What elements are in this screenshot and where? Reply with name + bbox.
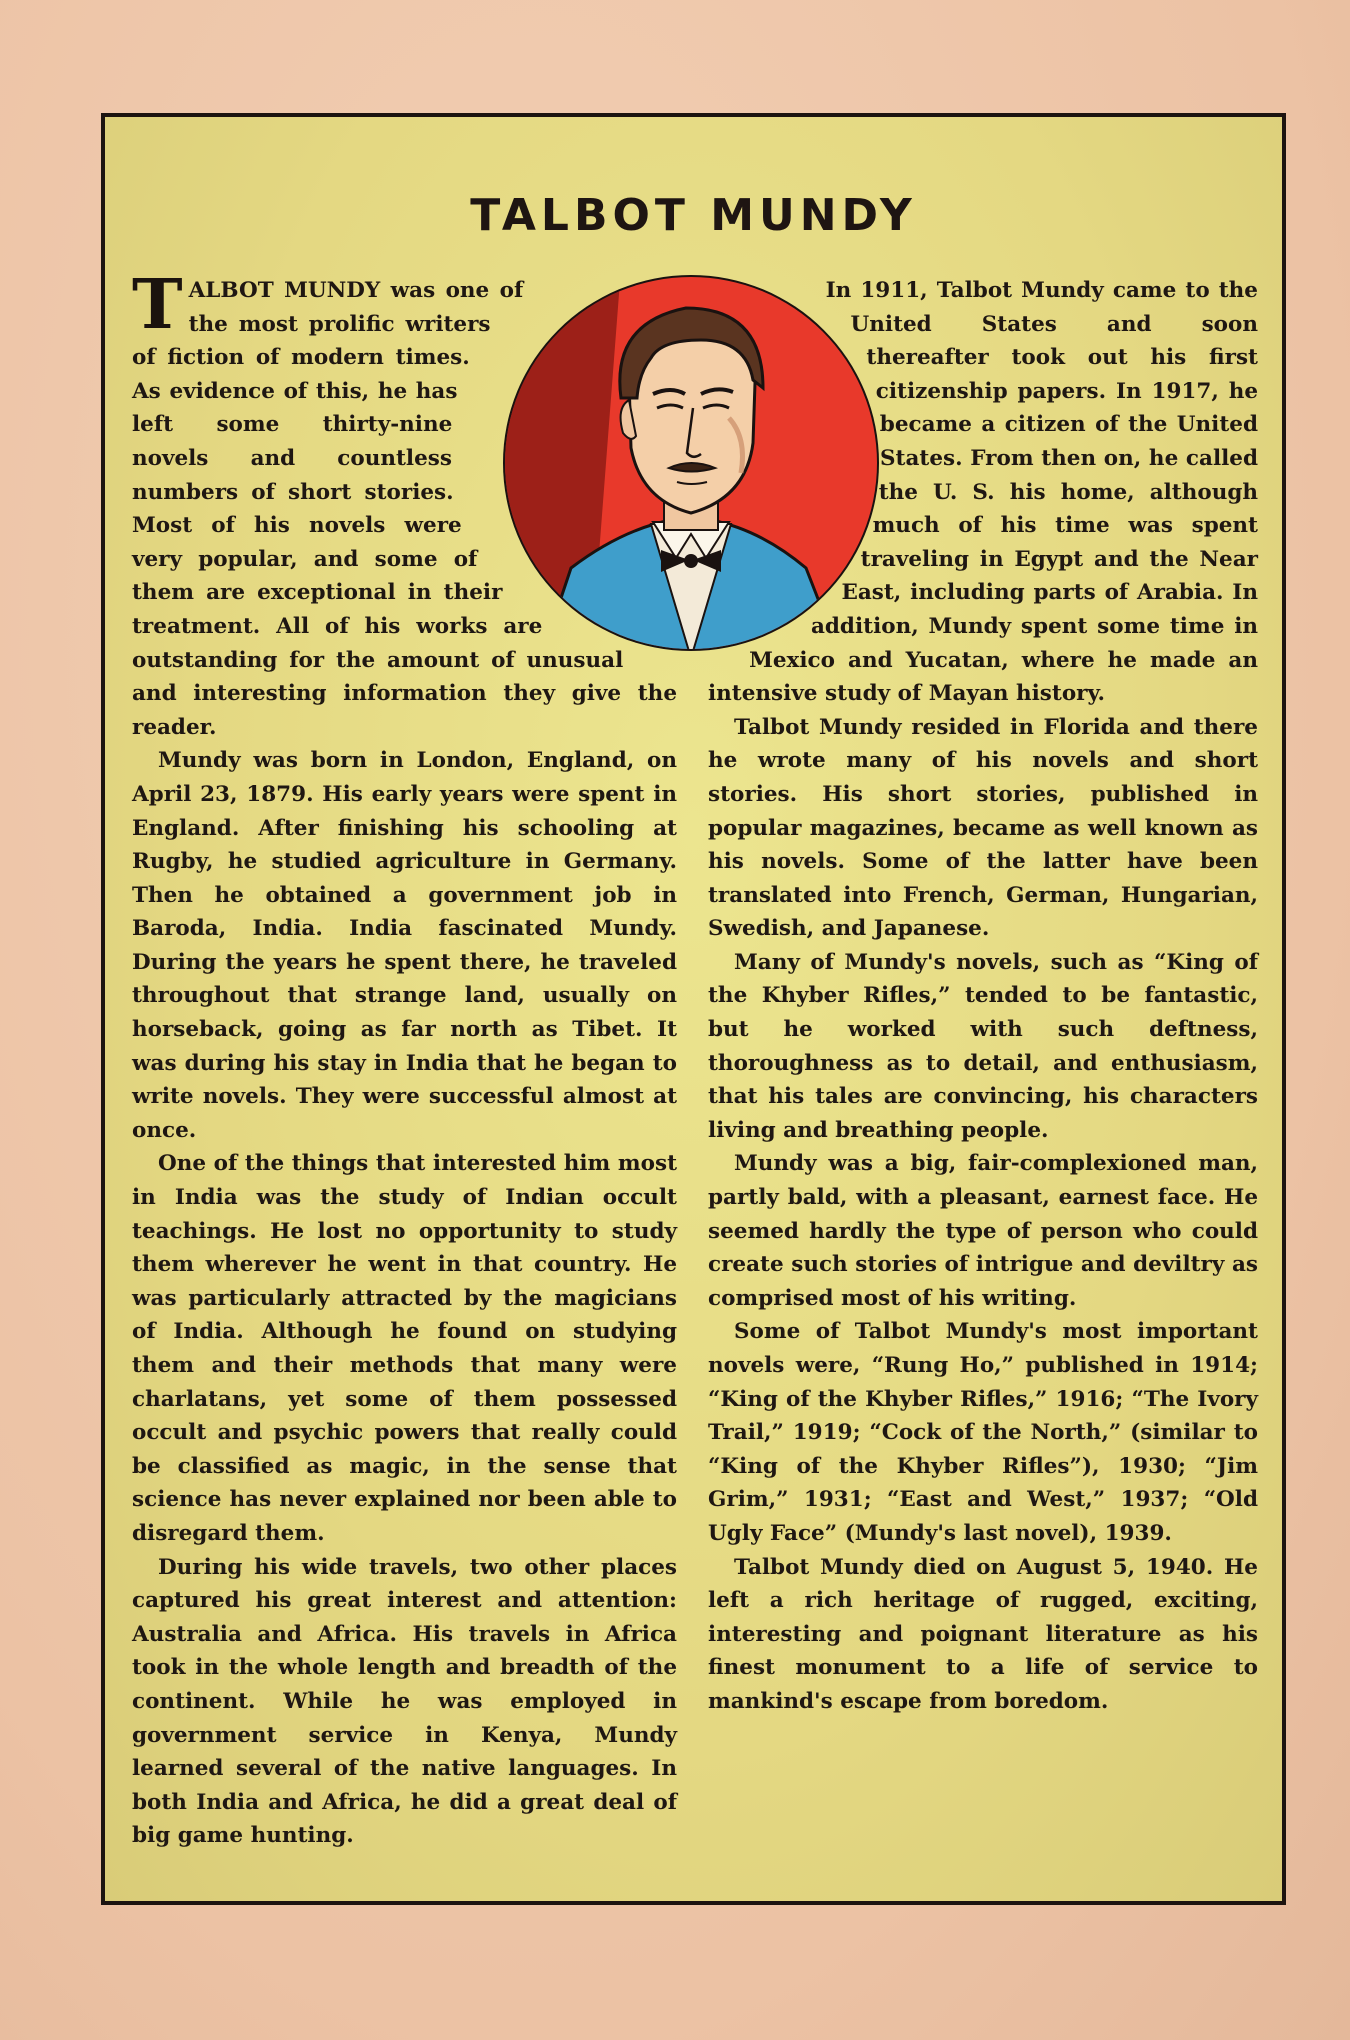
left-column (132, 265, 677, 1853)
paragraph: During his wide travels, two other places captured his great interest and attention: Australia and Africa. His travels in Africa took in the whole length and breadth of the continent. While he was employed in government service in Kenya, Mundy learned several of the native languages. In both India and Africa, he did a great deal of big game hunting. (132, 1554, 677, 1849)
paragraph: Some of Talbot Mundy's most important novels were, “Rung Ho,” published in 1914; “King of the Khyber Rifles,” 1916; “The Ivory Trail,” 1919; “Cock of the North,” (similar to “King of the Khyber Rifles”), 1930; “Jim Grim,” 1931; “East and West,” 1937; “Old Ugly Face” (Mundy's last novel), 1939. (708, 1319, 1258, 1546)
right-column (708, 274, 1258, 1719)
paragraph: In 1911, Talbot Mundy came to the United States and soon thereafter took out his first citizenship papers. In 1917, he became a citizen of the United States. From then on, he called the U. S. his home, although much of his time was spent traveling in Egypt and the Near East, including parts of Arabia. In addition, Mundy spent some time in Mexico and Yucatan, where he made an intensive study of Mayan history. (708, 278, 1258, 707)
paragraph: Talbot Mundy resided in Florida and there he wrote many of his novels and short stories. His short stories, published in popular magazines, became as well known as his novels. Some of the latter have been translated into French, German, Hungarian, Swedish, and Japanese. (708, 714, 1258, 942)
article-title: TALBOT MUNDY (470, 190, 917, 241)
article-panel (101, 113, 1286, 1905)
paragraph: TALBOT MUNDY was one of the most prolific writers of fiction of modern times. As evidence of this, he has left some thirty-nine novels and countless numbers of short stories. Most of his novels were very popular, and some of them are exceptional in their treatment. All of his works are outstanding for the amount of unusual and interesting information they give the reader. (132, 265, 677, 740)
paragraph: Mundy was a big, fair-complexioned man, partly bald, with a pleasant, earnest face. He seemed hardly the type of person who could create such stories of intrigue and deviltry as comprised most of his writing. (708, 1151, 1258, 1311)
paragraph: One of the things that interested him most in India was the study of Indian occult teachings. He lost no opportunity to study them wherever he went in that country. He was particularly attracted by the magicians of India. Although he found on studying them and their methods that many were charlatans, yet some of them possessed occult and psychic powers that really could be classified as magic, in the sense that science has never explained nor been able to disregard them. (132, 1151, 677, 1546)
drop-cap: T (132, 265, 183, 345)
paragraph: Many of Mundy's novels, such as “King of the Khyber Rifles,” tended to be fantastic, but he worked with such deftness, thoroughness as to detail, and enthusiasm, that his tales are convincing, his characters living and breathing people. (708, 949, 1258, 1143)
paragraph: Talbot Mundy died on August 5, 1940. He left a rich heritage of rugged, exciting, interesting and poignant literature as his finest monument to a life of service to mankind's escape from boredom. (708, 1554, 1258, 1714)
paragraph: Mundy was born in London, England, on April 23, 1879. His early years were spent in England. After finishing his schooling at Rugby, he studied agriculture in Germany. Then he obtained a government job in Baroda, India. India fascinated Mundy. During the years he spent there, he traveled throughout that strange land, usually on horseback, going as far north as Tibet. It was during his stay in India that he began to write novels. They were successful almost at once. (132, 748, 677, 1143)
